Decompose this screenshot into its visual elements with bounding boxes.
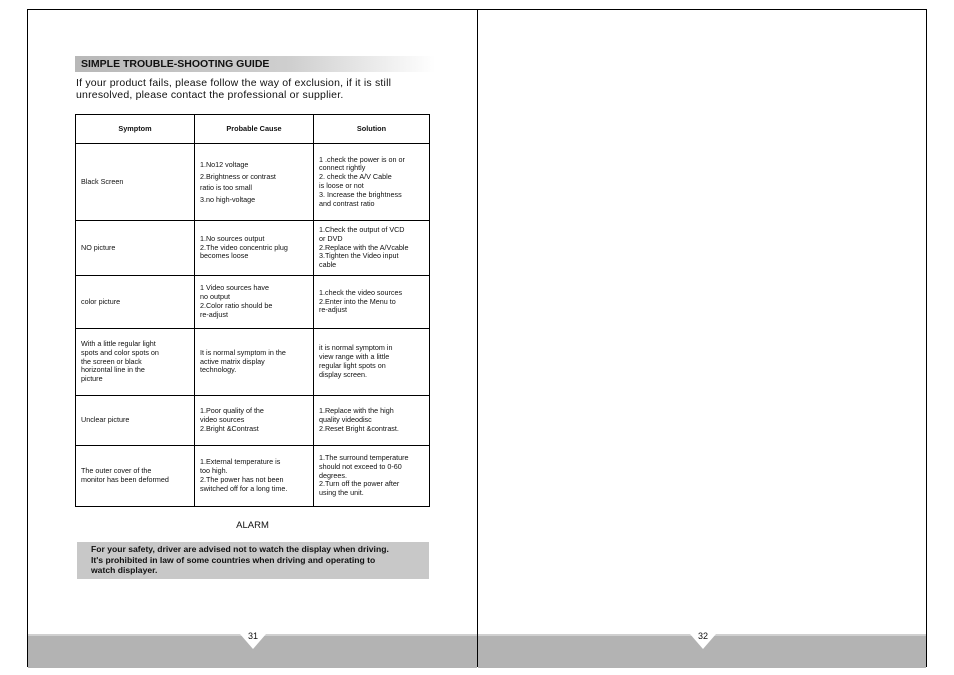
table-row <box>76 221 430 276</box>
troubleshooting-table <box>75 114 430 507</box>
header-symptom: Symptom <box>76 115 195 144</box>
header-solution: Solution <box>314 115 430 144</box>
cause-cell: 1 Video sources have no output 2.Color ratio should be re-adjust <box>195 276 314 329</box>
cause-cell: 1.No12 voltage 2.Brightness or contrast ratio is too small 3.no high-voltage <box>195 144 314 221</box>
table-row <box>76 396 430 446</box>
page-number-right: 32 <box>697 631 708 641</box>
table-row <box>76 144 430 221</box>
solution-cell: 1.Replace with the high quality videodisc 2.Reset Bright &contrast. <box>314 396 430 446</box>
page-divider <box>477 9 478 666</box>
symptom-cell: The outer cover of the monitor has been deformed <box>76 446 195 507</box>
symptom-cell: color picture <box>76 276 195 329</box>
cause-cell: 1.No sources output 2.The video concentric plug becomes loose <box>195 221 314 276</box>
symptom-cell: Unclear picture <box>76 396 195 446</box>
header-cause: Probable Cause <box>195 115 314 144</box>
table-row <box>76 329 430 396</box>
solution-cell: 1.check the video sources 2.Enter into the Menu to re-adjust <box>314 276 430 329</box>
cause-cell: 1.Poor quality of the video sources 2.Bright &Contrast <box>195 396 314 446</box>
safety-warning: For your safety, driver are advised not to watch the display when driving. It's prohibited in law of some countries when driving and operating to watch displayer. <box>77 542 429 579</box>
symptom-cell: With a little regular light spots and color spots on the screen or black horizontal line in the picture <box>76 329 195 396</box>
table-header-row <box>76 115 430 144</box>
solution-cell: 1.Check the output of VCD or DVD 2.Replace with the A/Vcable 3.Tighten the Video input cable <box>314 221 430 276</box>
solution-cell: it is normal symptom in view range with a little regular light spots on display screen. <box>314 329 430 396</box>
section-heading: SIMPLE TROUBLE-SHOOTING GUIDE <box>75 56 435 72</box>
cause-cell: It is normal symptom in the active matrix display technology. <box>195 329 314 396</box>
alarm-label: ALARM <box>236 520 269 531</box>
cause-cell: 1.External temperature is too high. 2.The power has not been switched off for a long time. <box>195 446 314 507</box>
table-row <box>76 276 430 329</box>
symptom-cell: Black Screen <box>76 144 195 221</box>
page-number-left: 31 <box>247 631 258 641</box>
intro-text: If your product fails, please follow the way of exclusion, if it is still unresolved, please contact the professional or supplier. <box>76 77 392 101</box>
table-row <box>76 446 430 507</box>
solution-cell: 1 .check the power is on or connect rightly 2. check the A/V Cable is loose or not 3. Increase the brightness and contrast ratio <box>314 144 430 221</box>
solution-cell: 1.The surround temperature should not exceed to 0-60 degrees. 2.Turn off the power after using the unit. <box>314 446 430 507</box>
symptom-cell: NO picture <box>76 221 195 276</box>
